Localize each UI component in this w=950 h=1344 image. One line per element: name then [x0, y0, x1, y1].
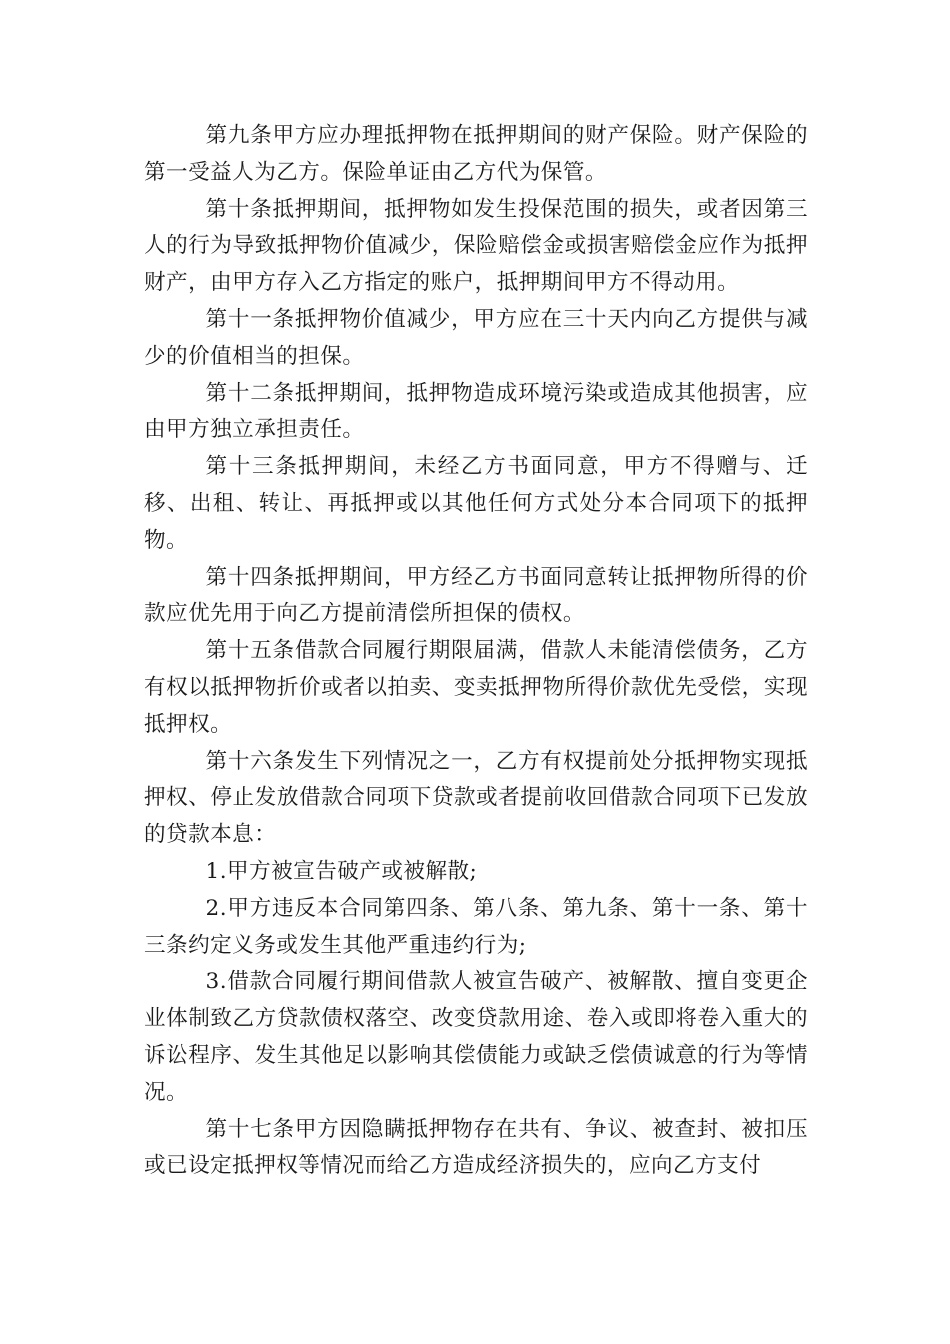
list-item-1: 1.甲方被宣告破产或被解散;	[205, 858, 478, 884]
article-17-paragraph: 第十七条甲方因隐瞒抵押物存在共有、争议、被查封、被扣压或已设定抵押权等情况而给乙方造成经济损失的，应向乙方支付	[144, 1116, 808, 1179]
article-13-paragraph: 第十三条抵押期间，未经乙方书面同意，甲方不得赠与、迁移、出租、转让、再抵押或以其他任何方式处分本合同项下的抵押物。	[144, 454, 808, 553]
list-item-3: 3.借款合同履行期间借款人被宣告破产、被解散、擅自变更企业体制致乙方贷款债权落空、改变贷款用途、卷入或即将卷入重大的诉讼程序、发生其他足以影响其偿债能力或缺乏偿债诚意的行为等情况。	[144, 969, 808, 1105]
article-15-paragraph: 第十五条借款合同履行期限届满，借款人未能清偿债务，乙方有权以抵押物折价或者以拍卖、变卖抵押物所得价款优先受偿，实现抵押权。	[144, 638, 808, 737]
article-9-paragraph: 第九条甲方应办理抵押物在抵押期间的财产保险。财产保险的第一受益人为乙方。保险单证由乙方代为保管。	[144, 123, 808, 185]
article-14-paragraph: 第十四条抵押期间，甲方经乙方书面同意转让抵押物所得的价款应优先用于向乙方提前清偿所担保的债权。	[144, 564, 808, 627]
article-16-paragraph: 第十六条发生下列情况之一，乙方有权提前处分抵押物实现抵押权、停止发放借款合同项下贷款或者提前收回借款合同项下已发放的贷款本息：	[144, 748, 808, 848]
article-10-paragraph: 第十条抵押期间，抵押物如发生投保范围的损失，或者因第三人的行为导致抵押物价值减少，保险赔偿金或损害赔偿金应作为抵押财产，由甲方存入乙方指定的账户，抵押期间甲方不得动用。	[144, 196, 808, 296]
list-item-2: 2.甲方违反本合同第四条、第八条、第九条、第十一条、第十三条约定义务或发生其他严重违约行为;	[144, 895, 808, 958]
article-12-paragraph: 第十二条抵押期间，抵押物造成环境污染或造成其他损害，应由甲方独立承担责任。	[144, 380, 808, 443]
article-11-paragraph: 第十一条抵押物价值减少，甲方应在三十天内向乙方提供与减少的价值相当的担保。	[144, 306, 808, 369]
document-body	[144, 118, 808, 1185]
